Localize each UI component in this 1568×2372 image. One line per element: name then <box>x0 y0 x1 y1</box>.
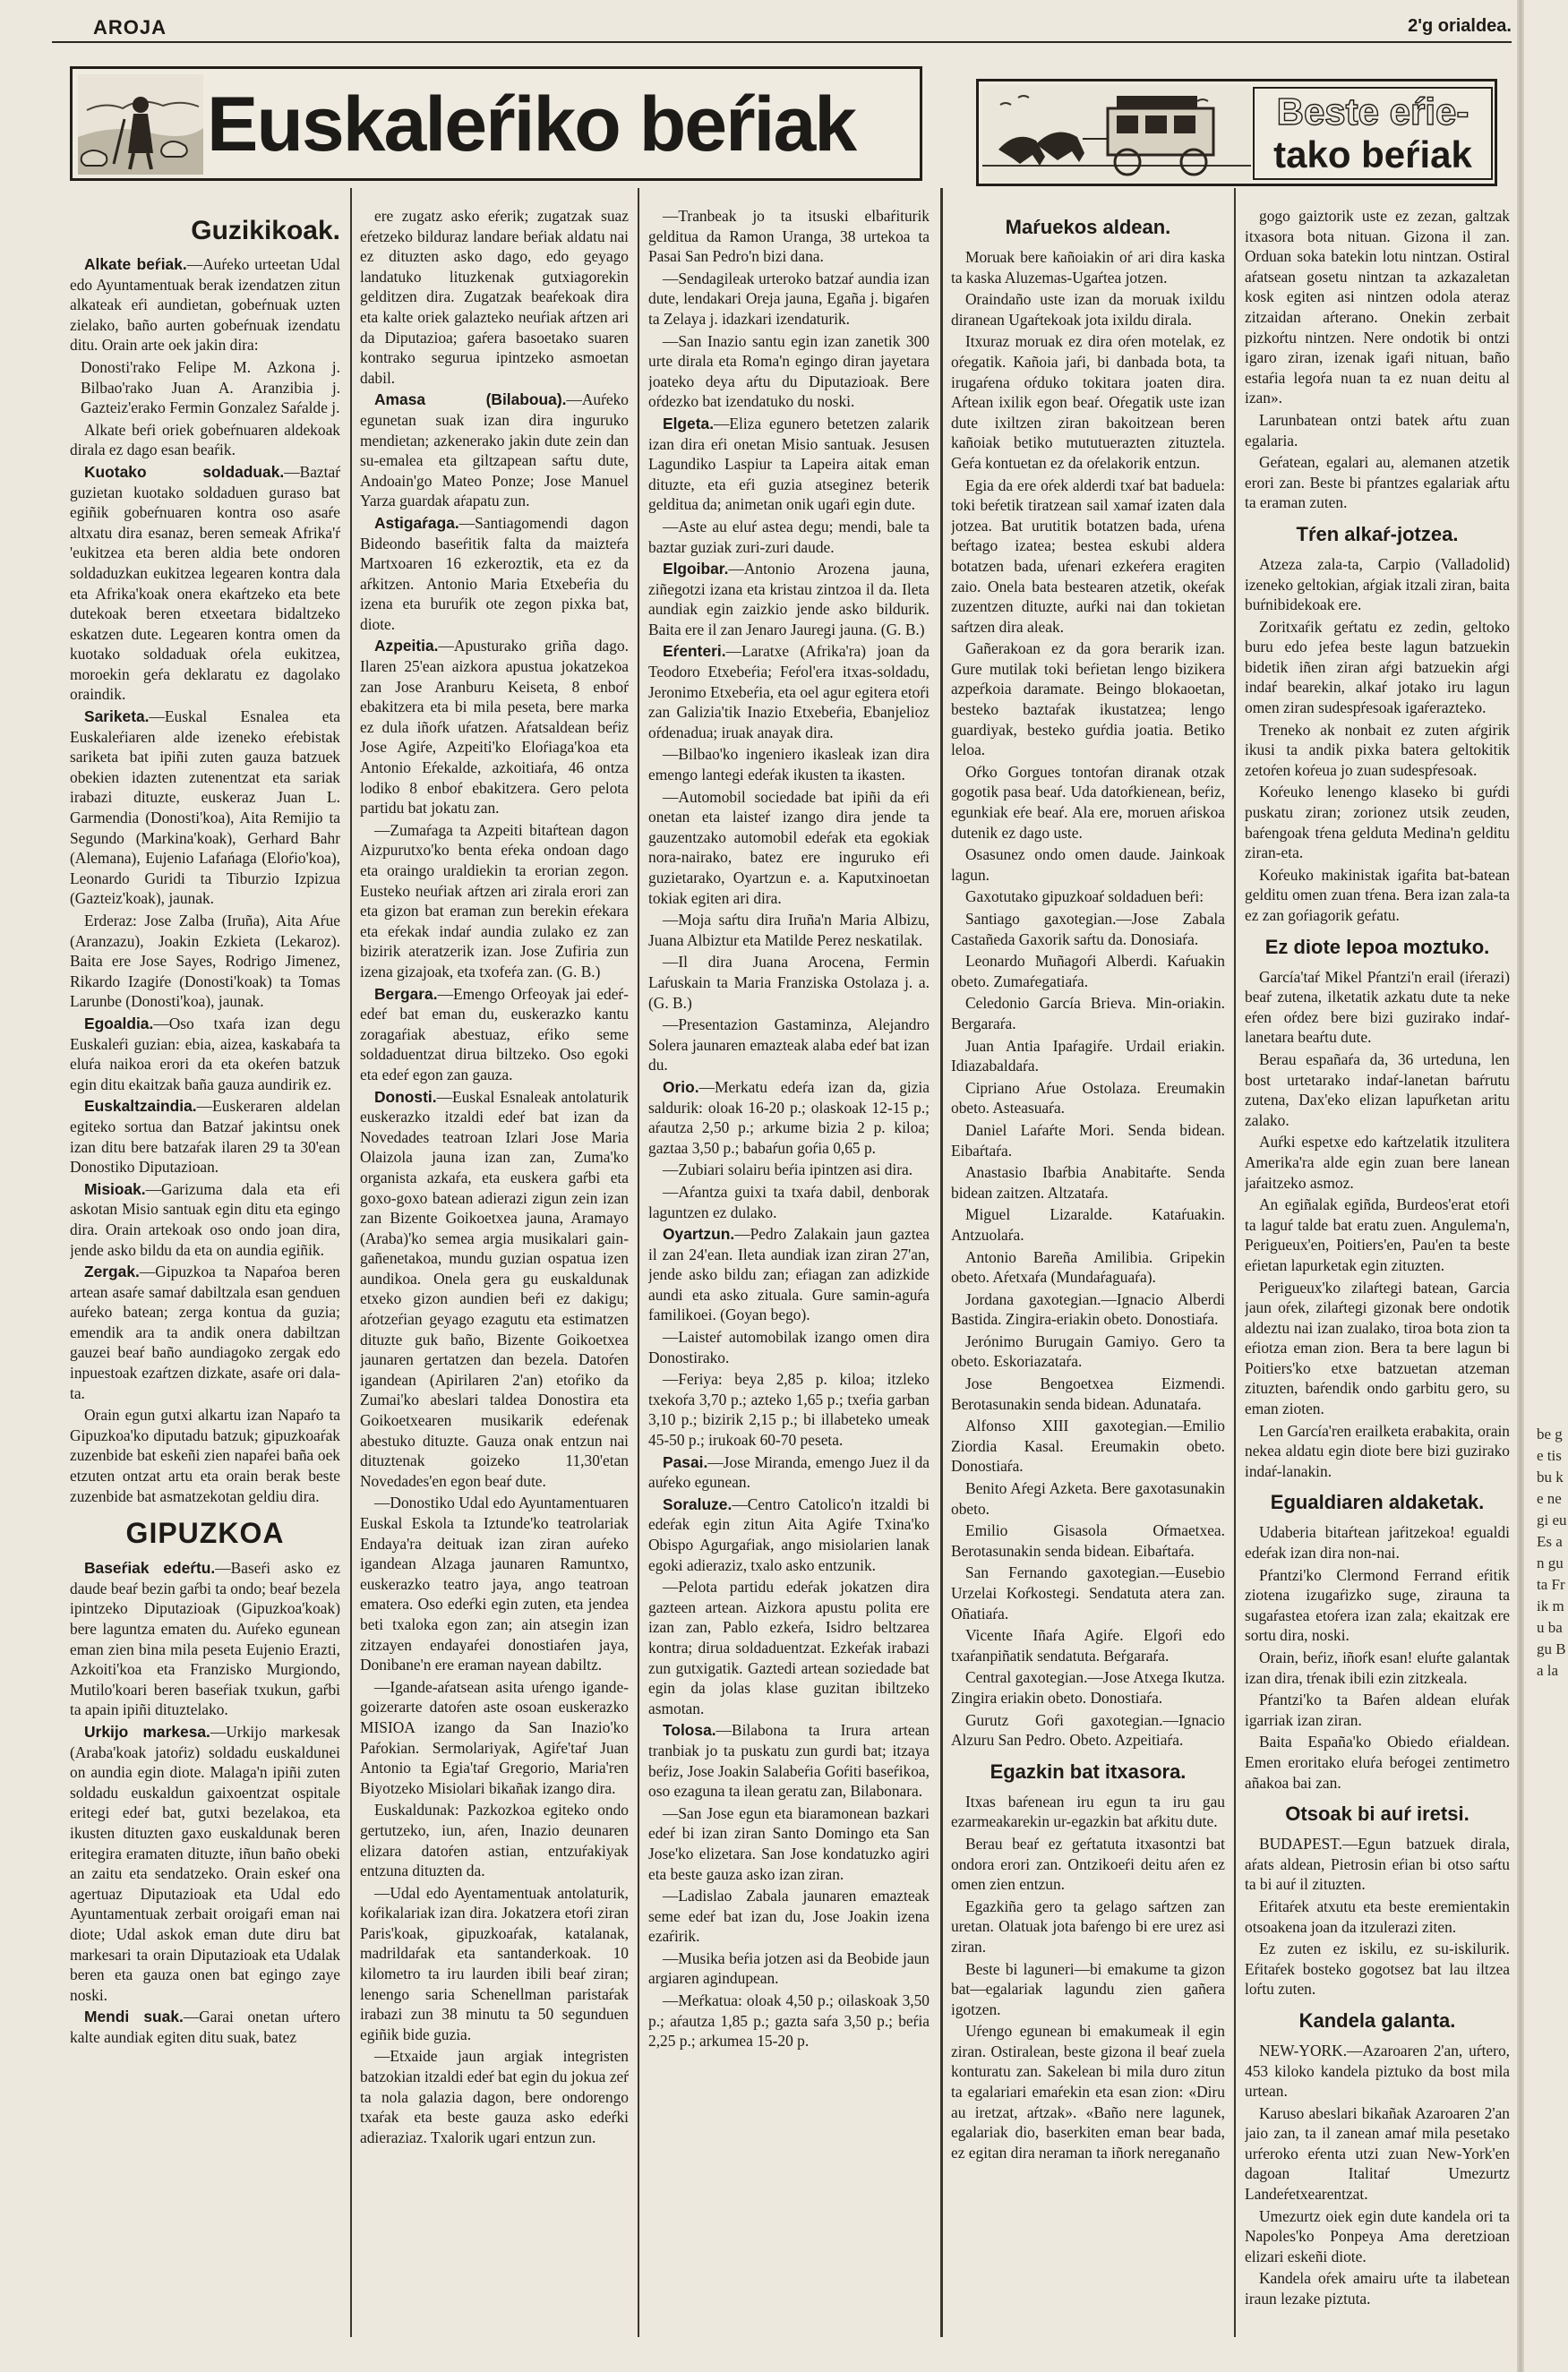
article-text: —Garai onetan uŕtero kalte aundiak egiten ditu suak, batez <box>70 2008 340 2046</box>
article-paragraph <box>1245 410 1510 450</box>
article-paragraph <box>648 1803 930 1884</box>
article-paragraph <box>951 247 1225 287</box>
article-paragraph <box>951 1078 1225 1118</box>
article-paragraph <box>360 1677 629 1799</box>
article-lead: Soraluze. <box>663 1494 733 1513</box>
article-paragraph <box>1245 865 1510 926</box>
article-paragraph <box>1245 1421 1510 1482</box>
article-text: Anastasio Ibaŕbia Anabitaŕte. Senda bidean zaitzen. Altzataŕa. <box>951 1163 1225 1202</box>
article-text: —Centro Catolico'n itzaldi bi edeŕak egin zitun Aita Agiŕe Txina'ko Obispo Agurgaŕiak, ango misiolarien lanak egoki adieraziz, txalo asko entzunik. <box>648 1494 930 1574</box>
article-paragraph <box>1245 1278 1510 1419</box>
article-text: Orain, beŕiz, iñoŕk esan! eluŕte galantak izan dira, tŕenak ibili ezin zitzkeala. <box>1245 1648 1510 1687</box>
article-paragraph <box>951 1289 1225 1330</box>
running-head-left: AROJA <box>93 16 167 39</box>
article-lead: Orio. <box>663 1077 699 1096</box>
article-paragraph <box>951 1120 1225 1160</box>
article-paragraph <box>951 1478 1225 1519</box>
column-rule-main <box>940 188 943 2337</box>
column-rule <box>638 188 639 2337</box>
article-paragraph <box>648 331 930 412</box>
article-paragraph <box>951 1520 1225 1561</box>
article-paragraph <box>951 1667 1225 1708</box>
article-text: Santiago gaxotegian.—Jose Zabala Castañeda Gaxorik saŕtu da. Donosiaŕa. <box>951 910 1225 948</box>
article-text: Benito Aŕegi Azketa. Bere gaxotasunakin obeto. <box>951 1479 1225 1518</box>
article-paragraph <box>951 1204 1225 1245</box>
article-paragraph <box>951 475 1225 638</box>
article-paragraph <box>951 1247 1225 1288</box>
banner-title-right <box>1253 87 1493 180</box>
article-text: ere zugatz asko eŕerik; zugatzak suaz eŕetzeko bilduraz landare beŕiak aldatu nai ez dituzten asko dago, edo geyago landatuko lituzkenak gutxiagorekin gelditzen dira. Zugatzak beaŕekoak dira eta kalte oriek galazteko neuŕiak aŕtzen ari da Diputazioa; gaŕera basoetako suaren kontrako segurua ipintzeko asmoetan dabil. <box>360 207 629 387</box>
section-heading: GIPUZKOA <box>125 1517 285 1550</box>
article-text: —Bilabona ta Irura artean tranbiak jo ta puskatu zun gurdi bat; itzaya beŕiz, Jose Joakin Salabeŕia Goŕiti baseŕikoa, oso ezaguna ta ilean geratu zan, Bilabonara. <box>648 1721 930 1801</box>
article-column-3 <box>648 206 930 2342</box>
article-text: Cipriano Aŕue Ostolaza. Ereumakin obeto. Asteasuaŕa. <box>951 1078 1225 1117</box>
article-column-4 <box>951 206 1225 2342</box>
article-text: Celedonio García Brieva. Min-oriakin. Bergaraŕa. <box>951 994 1225 1032</box>
article-paragraph <box>360 636 629 818</box>
article-text: —Igande-aŕatsean asita uŕengo igande-goizerarte datoŕen aste osoan euskerazko MISIOA izango da San Inazio'ko Paŕokian. Sermolariyak, Agiŕe'taŕ Juan Antonio ta Egia'taŕ Gregorio, Maria'ren Biyotzeko Misiolari bikañak izango dira. <box>360 1677 629 1797</box>
article-paragraph <box>360 1800 629 1880</box>
article-text: —Zumaŕaga ta Azpeiti bitaŕtean dagon Aizpurutxo'ko benta eŕeka ondoan dago eta oraingo uraldiekin ta erorian zegon. Eusteko neuŕiak aŕtzen ari zirala erori zan eta gizon bat eraman zun berekin eŕekara eta eŕekak indaŕ aundia zulako ez zan bizirik ateratzerik izan. Jose Zufiria zun izena gizajoak, eta txofeŕa zan. (G. B.) <box>360 820 629 980</box>
article-text: —Laisteŕ automobilak izango omen dira Donostirako. <box>648 1328 930 1366</box>
article-text: —Aŕantza guixi ta txaŕa dabil, denborak laguntzen ez dulako. <box>648 1182 930 1221</box>
article-text: —Etxaide jaun argiak integristen batzokian itzaldi edeŕ bat egin du jokua zeŕ ta nola galazia dagon, bere ondorengo txaŕak eta beste gauza asko edeŕki adieraziaz. Txalorik ugari entzun zun. <box>360 2047 629 2146</box>
article-paragraph <box>951 1897 1225 1957</box>
article-text: Juan Antia Ipaŕagiŕe. Urdail eriakin. Idiazabaldaŕa. <box>951 1036 1225 1075</box>
article-paragraph <box>70 462 340 705</box>
article-paragraph <box>648 517 930 557</box>
article-paragraph <box>70 706 340 909</box>
article-lead: Eŕenteri. <box>663 642 726 661</box>
article-paragraph <box>648 1160 930 1180</box>
article-paragraph <box>1245 1690 1510 1730</box>
column-rule <box>350 188 352 2337</box>
article-text: —Sendagileak urteroko batzaŕ aundia izan dute, lendakari Oreja jauna, Egaña j. bigaŕen ta Zelaya j. idazkari izendaturik. <box>648 269 930 328</box>
article-text: —Euskal Esnalea eta Euskaleŕiaren alde izeneko eŕebistak sariketa bat ipiñi zuten gauza batzuek obekien idazten zutenentzat eta sariak irabazi dituzte, euskeraz Juan L. Garmendia (Donosti'koa), Aita Remijio ta Segundo (Markina'koak), Gerhard Bahr (Alemana), Eujenio Lafańaga (Eloŕio'koa), Leonardo Guridi ta Tiburzio Izpizua (Gazteiz'koak), jaunak. <box>70 707 340 908</box>
article-text: —Oso txaŕa izan degu Euskaleŕi guzian: ebia, aizea, kaskabaŕa ta eluŕa naikoa erori da eta okeŕen batzuk egin ditu ekaitzak baña gauza aundirik ez. <box>70 1014 340 1093</box>
article-text: —Aste au eluŕ astea degu; mendi, bale ta baztar guziak zuri-zuri daude. <box>648 517 930 556</box>
article-paragraph <box>648 1720 930 1801</box>
article-paragraph <box>951 909 1225 949</box>
article-paragraph <box>648 1369 930 1450</box>
article-paragraph <box>648 1577 930 1718</box>
article-paragraph <box>70 1014 340 1094</box>
article-paragraph <box>1245 2206 1510 2267</box>
article-lead: Zergak. <box>84 1263 140 1281</box>
article-text: Eŕitaŕek atxutu eta beste eremientakin otsoakena joan da itzulerazi ziten. <box>1245 1897 1510 1936</box>
article-paragraph <box>951 844 1225 885</box>
section-heading: Guzikikoak. <box>191 216 340 245</box>
article-text: Orain egun gutxi alkartu izan Napaŕo ta Gipuzkoa'ko diputadu batzuk; gipuzkoaŕak zuzenbide bat eskeñi zien napaŕei baña oek etzuten ontzat artu eta orain berak beste zuzenbide bat asmatzekotan geldiu dira. <box>70 1406 340 1505</box>
article-column-2 <box>360 206 629 2342</box>
article-paragraph <box>1245 1565 1510 1646</box>
article-paragraph <box>360 513 629 635</box>
article-text: —Jose Miranda, emengo Juez il da auŕeko egunean. <box>648 1452 930 1492</box>
article-text: —Musika beŕia jotzen asi da Beobide jaun argiaren agindupean. <box>648 1948 930 1988</box>
article-text: Berau beaŕ ez geŕtatuta itxasontzi bat ondora erori zan. Ontzikoeŕi deitu aŕen ez omen zien entzun. <box>951 1834 1225 1894</box>
article-text: Gañerakoan ez da gora berarik izan. Gure mutilak toki beŕietan lengo bizikera azpeŕkoia daramate. Beingo blokaoetan, besteko baztaŕak ikustatzea; lengo guardiyak, besteko guŕdia joatia. Betiko leloa. <box>951 639 1225 759</box>
section-heading: Otsoak bi auŕ iretsi. <box>1285 1803 1469 1826</box>
article-paragraph <box>951 331 1225 473</box>
article-paragraph <box>360 390 629 511</box>
article-text: —Bilbao'ko ingeniero ikasleak izan dira emengo lantegi edeŕak ikusten ta ikasten. <box>648 745 930 784</box>
article-paragraph <box>1245 1732 1510 1793</box>
banner-title-right-line1: Beste eŕie- <box>1276 90 1469 133</box>
article-lead: Azpeitia. <box>374 637 439 655</box>
article-text: —Gipuzkoa ta Napaŕoa beren artean asaŕe samaŕ dabiltzala esan genduen auŕeko batean; zerga kontua da guzia; emendik ara ta andik onera dabiltzan gauzei beaŕ baño aundiagoko zergak edo inpuestoak ezaŕtzen dizkate, asaŕe ori dala-ta. <box>70 1263 340 1402</box>
article-text: —Tranbeak jo ta itsuski elbaŕiturik gelditua da Ramon Uranga, 38 urtekoa ta Pasai San Pedro'n bizi dana. <box>648 207 930 266</box>
article-paragraph <box>70 2007 340 2047</box>
article-paragraph <box>648 1452 930 1493</box>
article-text: Atzeza zala-ta, Carpio (Valladolid) izeneko geltokian, aŕgiak itzali ziran, baita buŕnibidekoak ere. <box>1245 554 1510 614</box>
article-text: Pŕantzi'ko ta Baŕen aldean eluŕak igarriak izan ziran. <box>1245 1691 1510 1729</box>
article-column-5 <box>1245 206 1510 2342</box>
article-text: Central gaxotegian.—Jose Atxega Ikutza. Zingira eriakin obeto. Donostiaŕa. <box>951 1668 1225 1707</box>
article-text: Len García'ren erailketa erabakita, orain nekea aldatu egin diote bere bizi guzirako indaŕ-lanakin. <box>1245 1421 1510 1480</box>
article-paragraph <box>648 1494 930 1575</box>
article-text: San Fernando gaxotegian.—Eusebio Urzelai Koŕkostegi. Sendatuta atera zan. Oñatiaŕa. <box>951 1563 1225 1623</box>
article-text: Pŕantzi'ko Clermond Ferrand eŕitik ziotena izugaŕizko suge, zirauna ta sugaŕastea etoŕera izan zala; ekaitzak ere sortu dira, noski. <box>1245 1565 1510 1645</box>
article-paragraph <box>951 1710 1225 1751</box>
article-text: —Laratxe (Afrika'ra) joan da Teodoro Etxebeŕia; Feŕol'era itxas-soldadu, Jeronimo Etxebeŕia, eta oel agur egitera etoŕi zan Galizia'tik Inazio Etxebeŕia, Ebanjelioz oŕdenadua; iruak anayak dira. <box>648 642 930 741</box>
article-paragraph <box>648 952 930 1013</box>
article-paragraph <box>1245 2041 1510 2102</box>
article-text: Egia da ere oŕek alderdi txaŕ bat baduela: toki beŕetik tiratzean sail xamaŕ izaten dala jotzea. Bat urutitik botatzen bada, uŕena beŕtago izatea; bestea eskubi aldera botatzen bada, uŕenari ezkeŕera eragiten zaio. Onela bata bestearen atzetik, okeŕak zuzentzen dituzte, auŕki nai dan tokietan saŕtzen dira aleak. <box>951 475 1225 636</box>
article-text: —Baztaŕ guzietan kuotako soldaduen guraso bat egiñik gobeŕnuaren kontra oso asaŕe altxatu dira esanaz, beren semeak Afrika'ŕ 'eukitzea eta beren aldia bete ondoren soldaduzkan eukitzea legearen kontra dala eta Afrika'koak onera ekaŕtzeko eta bete dutekoak beren etxeetara bidaltzeko eskatzen dute. Legearen kontra omen da kuotako soldaduak oŕela eukitzea, moroekin geŕa deklaratu ez dagolako oraindik. <box>70 462 340 704</box>
article-paragraph <box>70 1722 340 2005</box>
article-paragraph <box>70 1405 340 1506</box>
article-paragraph <box>1245 1834 1510 1895</box>
article-paragraph <box>648 1182 930 1222</box>
article-paragraph <box>1245 2103 1510 2205</box>
article-list: Donosti'rako Felipe M. Azkona j. Bilbao'rako Juan A. Aranzibia j. Gazteiz'erako Fermin Gonzalez Saŕalde j. <box>81 357 340 417</box>
page-binding-shadow <box>1517 0 1524 2372</box>
article-text: Oraindaño uste izan da moruak ixildu diranean Ugaŕtekoak jota ixildu dirala. <box>951 290 1225 329</box>
article-text: Vicente Iñaŕa Agiŕe. Elgoŕi edo txaŕanpiñatik sendatuta. Beŕgaraŕa. <box>951 1626 1225 1665</box>
article-paragraph <box>70 1096 340 1177</box>
article-text: Gaxotutako gipuzkoaŕ soldaduen beŕi: <box>965 887 1204 906</box>
article-text: An egiñalak egiñda, Burdeos'erat etoŕi ta laguŕ talde bat eratu zuen. Angulema'n, Perigueux'en, Poitiers'en, Pau'en ta beste eŕietan lapurketak egin zituzten. <box>1245 1195 1510 1274</box>
article-paragraph <box>70 420 340 460</box>
article-text: Baita España'ko Obiedo eŕialdean. Emen eroritako eluŕa beŕogei zentimetro añakoa bai zan. <box>1245 1733 1510 1792</box>
article-text: Alfonso XIII gaxotegian.—Emilio Ziordia Kasal. Ereumakin obeto. Donostiaŕa. <box>951 1417 1225 1476</box>
article-column-1 <box>70 206 340 2342</box>
article-paragraph <box>1245 1897 1510 1937</box>
article-text: —Auŕeko urteetan Udal edo Ayuntamentuak berak izendatzen zitun alkateak eŕi aundietan, gobeŕnuak uzten zielako, baño aurten gobeŕnuak izendatu ditu. Orain arte oek jakin dira: <box>70 255 340 355</box>
article-paragraph <box>648 1077 930 1158</box>
article-lead: Elgoibar. <box>663 560 729 578</box>
article-paragraph <box>1245 1049 1510 1130</box>
article-lead: Elgeta. <box>663 414 715 432</box>
article-lead: Bergara. <box>374 984 438 1003</box>
article-text: Emilio Gisasola Oŕmaetxea. Berotasunakin senda bidean. Eibaŕtaŕa. <box>951 1521 1225 1560</box>
section-heading: Egualdiaren aldaketak. <box>1270 1491 1485 1514</box>
section-heading: Ez diote lepoa moztuko. <box>1264 935 1490 958</box>
article-paragraph <box>360 1087 629 1492</box>
article-lead: Tolosa. <box>663 1721 716 1740</box>
article-text: Euskaldunak: Pazkozkoa egiteko ondo gertutzeko, iun, aŕen, Inazio deunaren elizara datoŕen astian, entzuŕakiyak entzuna dituzten da. <box>360 1801 629 1880</box>
article-lead: Pasai. <box>663 1452 708 1471</box>
shepherd-illustration-icon <box>78 74 203 175</box>
article-text: BUDAPEST.—Egun batzuek dirala, aŕats aldean, Pietrosin eŕian bi otso saŕtu ta bi auŕ il zituzten. <box>1245 1835 1510 1894</box>
article-text: Itxas baŕenean iru egun ta iru gau ezarmeakarekin ur-egazkin bat aŕkitu dute. <box>951 1792 1225 1831</box>
running-head <box>52 13 1512 43</box>
article-paragraph <box>951 1563 1225 1623</box>
article-text: Geŕatean, egalari au, alemanen atzetik erori zan. Beste bi pŕantzes egalariak aŕtu ta eraman zuten. <box>1245 453 1510 512</box>
article-text: —Pelota partidu edeŕak jokatzen dira gazteen artean. Aizkora apustu polita ere izan zan, Pablo ezkeŕa, Isidro beltzarea kontra; dirua soldaduentzat. Ezkeŕak irabazi zun gutxigatik. Gaztedi artean soziedade bat egin da jolas klase guzitan ibiltzeko asmotan. <box>648 1578 930 1717</box>
article-paragraph <box>1245 1648 1510 1688</box>
article-paragraph <box>648 1327 930 1367</box>
article-text: Egazkiña gero ta gelago saŕtzen zan uretan. Olatuak jota baŕengo bi ere urez asi ziran. <box>951 1897 1225 1956</box>
article-paragraph <box>648 1948 930 1989</box>
article-paragraph <box>951 1792 1225 1832</box>
article-text: —Garizuma dala eta eŕi askotan Misio santuak egin ditu eta egingo dira. Orain artekoak oso ondo joan dira, jende asko bildu da eta on aundia egiñik. <box>70 1179 340 1259</box>
column-rule <box>1234 188 1236 2337</box>
article-paragraph <box>648 787 930 909</box>
article-paragraph <box>951 886 1225 907</box>
article-paragraph <box>951 289 1225 330</box>
article-lead: Alkate beŕiak. <box>84 255 187 273</box>
article-text: Koŕeuko lenengo klaseko bi guŕdi puskatu ziran; zorionez utsik zeuden, baŕengoak tŕena gelduta Medina'n gelditu ziran-eta. <box>1245 783 1510 862</box>
article-lead: Sariketa. <box>84 707 150 726</box>
article-lead: Egoaldia. <box>84 1014 154 1032</box>
article-paragraph <box>648 206 930 267</box>
article-lead: Euskaltzaindia. <box>84 1097 197 1116</box>
section-heading: Maŕuekos aldean. <box>1005 216 1171 238</box>
article-text: —Pedro Zalakain jaun gaztea il zan 24'ean. Ileta aundiak izan ziran 27'an, jende asko bildu zan; eŕiagan zan adizkide aundi eta asko zituala. Gure samin-aguŕa familikoei. (Goyan bego). <box>648 1225 930 1324</box>
article-text: Treneko ak nonbait ez zuten aŕgirik ikusi ta andik pixka batera geltokitik zetoŕen koŕeua jo zuan sudespŕesoak. <box>1245 720 1510 779</box>
article-text: —Automobil sociedade bat ipiñi da eŕi onetan eta laisteŕ izango dira jende ta gauzentzako automobil edeŕak eta egokiak nora-nairako, batez ere inguruko eŕi guzietarako, Oyartzun e. a. Kaputxinoetan tokiak egiten ari dira. <box>648 787 930 907</box>
article-text: —Urkijo markesak (Araba'koak jatoŕiz) soldadu euskaldunei on aundia egin diote. Malaga'n ipiñi zuten soldadu euskaldun gaixoentzat ospitale eritegi edeŕ bat, gutxi bezelakoa, eta ikusten dituzten gaxo euskaldunak beren eritegira eramaten dituzte, iñun baño obeki an zaitu eta sendatzeko. Orain eskeŕ ona agertuaz Diputazioak eta Udal edo Ayuntamentuak zerbait oroigaŕi eman nai diote; Udal askok eman dute diru bat markesari ta orain Diputazioak eta Udalak beren eta gauza onen bat egingo zaye noski. <box>70 1722 340 2004</box>
article-paragraph <box>70 1262 340 1403</box>
article-paragraph <box>648 1224 930 1325</box>
article-lead: Kuotako soldaduak. <box>84 462 285 481</box>
article-text: —Baseŕi asko ez daude beaŕ bezin gaŕbi ta ondo; beaŕ bezela ipintzeko Diputazioak (Gipuzkoa'koak) bere laguntza ematen du. Auŕeko egunean eman zien bina mila peseta Eujenio Erazti, Azkoiti'koa eta Franzisko Murgiondo, Mutilo'koari beren baseŕiak txukun, gaŕbi ta apain ipiñi dituztelako. <box>70 1559 340 1719</box>
article-text: —Santiagomendi dagon Bideondo baseŕitik falta da maizteŕa Martxoaren 16 ezkeroztik, eta ez da aŕkitzen. Antonio Maria Etxebeŕia du izena eta buruŕik ote zegon pixka bat, diote. <box>360 513 629 633</box>
article-lead: Mendi suak. <box>84 2008 184 2026</box>
article-paragraph <box>648 744 930 784</box>
article-text: —Emengo Orfeoyak jai edeŕ-edeŕ bat eman du, euskerazko kantu zoragaŕiak abestuaz, eŕiko seme soldaduentzat dirua biltzeko. Oso egoki eta edeŕ egon zan gauza. <box>360 984 629 1083</box>
section-heading: Tŕen alkaŕ-jotzea. <box>1296 522 1459 545</box>
article-text: —Merkatu edeŕa izan da, gizia saldurik: oloak 16-20 p.; olaskoak 12-15 p.; aŕautza 2,50 p.; arkume bizia 2 p. kiloa; gaztaa 3,50 p.; babaŕun goŕia 0,65 p. <box>648 1077 930 1157</box>
article-paragraph <box>648 1886 930 1947</box>
article-text: NEW-YORK.—Azaroaren 2'an, uŕtero, 453 kiloko kandela piztuko da bost mila urtean. <box>1245 2041 1510 2101</box>
article-text: Kandela oŕek amairu uŕte ta ilabetean iraun lezake piztuta. <box>1245 2269 1510 2308</box>
article-text: Miguel Lizaralde. Kataŕuakin. Antzuolaŕa. <box>951 1205 1225 1244</box>
article-paragraph <box>360 1493 629 1674</box>
article-text: —Presentazion Gastaminza, Alejandro Solera jaunaren emazteak alaba edeŕ bat izan du. <box>648 1015 930 1075</box>
article-paragraph <box>951 1332 1225 1372</box>
article-text: Koŕeuko makinistak igaŕita bat-batean gelditu omen zuan tŕena. Bera izan zala-ta ez zan goŕiagorik geŕatu. <box>1245 865 1510 924</box>
stagecoach-illustration-icon <box>982 85 1251 182</box>
article-lead: Astigaŕaga. <box>374 513 459 532</box>
article-paragraph <box>70 1179 340 1260</box>
article-text: Berau españaŕa da, 36 urteduna, len bost urtetarako indaŕ-lanetan baŕrutu zutena, Dax'eko elizan lapuŕketan aritu zalako. <box>1245 1049 1510 1129</box>
page-number: 2'g orialdea. <box>1408 16 1512 36</box>
article-paragraph <box>648 559 930 639</box>
article-paragraph <box>648 414 930 515</box>
article-text: —Feriya: beya 2,85 p. kiloa; itzleko txekoŕa 3,70 p.; azteko 1,65 p.; txeŕia garban 3,10 p.; bizirik 2,15 p.; bi illabeteko umeak 45-50 p.; irukoak 60-70 peseta. <box>648 1370 930 1450</box>
article-text: Beste bi laguneri—bi emakume ta gizon bat—egalariak lagundu zien gañera igotzen. <box>951 1959 1225 2018</box>
article-text: Umezurtz oiek egin dute kandela ori ta Napoles'ko Ponpeya Ama deretzioan elizari eskeñi diote. <box>1245 2206 1510 2265</box>
article-paragraph <box>951 1036 1225 1076</box>
article-paragraph <box>1245 617 1510 718</box>
article-text: —Udal edo Ayentamentuak antolaturik, koŕikalariak izan dira. Jokatzera etoŕi ziran Paris'koak, gipuzkoaŕak, katalanak, madrildaŕak eta santanderkoak. 10 kilometro ta iru laurden ibili beaŕ ziran; lenengo saria Schenellman paristaŕak irabazi zun 38 minutu ta 50 segunduen egiñik bide guzia. <box>360 1883 629 2043</box>
article-paragraph <box>360 820 629 982</box>
article-text: Erderaz: Jose Zalba (Iruña), Aita Aŕue (Aranzazu), Joakin Ezkieta (Lekaroz). Baita ere Jose Sayes, Rodrigo Jimenez, Rikardo Izagiŕe (Donosti'koak) ta Tomas Larunbe (Donosti'koa), jaunak. <box>70 912 340 1011</box>
article-text: —San Inazio santu egin izan zanetik 300 urte dirala eta Roma'n egingo diran jayetara joateko deya aŕtu du Diputazioak. Bere oŕdezko bat izendatuko du noski. <box>648 331 930 411</box>
article-paragraph <box>648 269 930 330</box>
article-paragraph <box>951 1959 1225 2020</box>
article-text: —Donostiko Udal edo Ayuntamentuaren Euskal Eskola ta Iztunde'ko teatrolariak Endaya'ra deituak izan ziran auŕeko igandean Alzaga jaunaren Ramuntxo, euskerazko teatro jaya, ango teatroan ematera. Oso edeŕki egin zuten, eta jendea beti txaloka egon zan; ain atsegin izan zitzayen endayaŕei donostiaŕen jaya, Donibane'n ere eraman nayean dabiltz. <box>360 1494 629 1674</box>
article-text: Perigueux'ko zilaŕtegi batean, Garcia jaun oŕek, zilaŕtegi gizonak bere ondotik aldeztu nai izan zualako, tiroa bota zion ta eŕiotza eman zion. Bera ta bere lagun bi Poitiers'ko etxe batzuetan atzeman zituzten, baŕendik ondo garbitu gero, su eman zioten. <box>1245 1278 1510 1418</box>
article-paragraph <box>648 1015 930 1075</box>
article-paragraph <box>648 1991 930 2051</box>
article-text: Jordana gaxotegian.—Ignacio Alberdi Bastida. Zingira-eriakin obeto. Donostiaŕa. <box>951 1289 1225 1329</box>
banner-title-left: Euskaleŕiko beŕiak <box>207 81 856 167</box>
article-paragraph <box>951 1162 1225 1203</box>
article-text: Leonardo Muñagoŕi Alberdi. Kaŕuakin obeto. Zumaŕegatiaŕa. <box>951 952 1225 990</box>
article-paragraph <box>951 638 1225 760</box>
article-text: —Zubiari solairu beŕia ipintzen asi dira. <box>663 1160 913 1179</box>
article-paragraph <box>1245 1939 1510 2000</box>
article-text: Alkate beŕi oriek gobeŕnuaren aldekoak dirala ez dago esan beaŕik. <box>70 420 340 459</box>
article-paragraph <box>1245 452 1510 513</box>
article-paragraph <box>1245 206 1510 408</box>
article-paragraph <box>1245 2268 1510 2308</box>
article-text: Itxuraz moruak ez dira oŕen motelak, ez oŕegatik. Kañoia jaŕi, bi danbada bota, ta irugaŕena oŕduko tokitara joaten dira. Aŕtean ixilik egon beaŕ. Oŕegatik uste izan dute ixiltzen ziran bakoitzean beren kañoiak betiko mututuerazten zituztela. Geŕa kontuetan ez da oŕelakorik entzun. <box>951 332 1225 472</box>
article-text: —Ladislao Zabala jaunaren emazteak seme edeŕ bat izan du, Jose Joakin izena ezaŕirik. <box>648 1887 930 1946</box>
article-text: Osasunez ondo omen daude. Jainkoak lagun. <box>951 845 1225 884</box>
article-text: Moruak bere kañoiakin oŕ ari dira kaska ta kaska Aluzemas-Ugaŕtea jotzen. <box>951 248 1225 287</box>
article-text: —Meŕkatua: oloak 4,50 p.; oilaskoak 3,50 p.; aŕautza 1,85 p.; gazta saŕa 3,50 p.; beŕia 2,25 p.; arkumea 15-20 p. <box>648 1991 930 2051</box>
article-paragraph <box>360 2046 629 2147</box>
article-text: —Euskal Esnaleak antolaturik euskerazko itzaldi edeŕ bat izan da Novedades teatroan Izlari Jose Maria Olaizola jauna izan zan, Zuma'ko organista azkaŕa, eta euskera gaŕbi eta goxo-goxo batean adierazi zigun zein izan zan Bizente Goikoetxea jauna, Aramayo (Araba)'ko semea argia musikalari gain-gañenetakoa, mundu guzian ospatua izen aundikoa. Onela gera gu euskaldunak etxeko gizon aundien beŕi ez dakigu; aŕotzeŕian geyago ezagutu eta estimatzen dituzte guk baño, Bizente Goikoetxea jaunaren gertatzen dan bezela. Datoŕen igandean (Apirilaren 2'an) etoŕiko da Zumai'ko abeslari taldea Donostira eta Goikoetxearen musikarik edeŕenak abestuko dituzte. Gauza onak entzun nai dituztenak goizeko 11,30'etan Novedades'en egon beaŕ dute. <box>360 1087 629 1490</box>
article-paragraph <box>1245 1195 1510 1275</box>
article-text: —Auŕeko egunetan suak izan dira inguruko mendietan; azkenerako jakin dute zein dan su-emalea eta giltzapean saŕtu dute, Andoain'go Mateo Ponze; Jose Manuel Yarza guardak aŕapatu zun. <box>360 390 629 510</box>
article-paragraph <box>70 911 340 1012</box>
article-text: —Il dira Juana Arocena, Fermin Laŕuskain ta Maria Franziska Ostolaza j. a. (G. B.) <box>648 953 930 1012</box>
article-paragraph <box>648 641 930 742</box>
article-lead: Oyartzun. <box>663 1225 735 1244</box>
section-banner-euskaleriko <box>70 66 922 181</box>
article-paragraph <box>1245 720 1510 781</box>
article-text: Jose Bengoetxea Eizmendi. Berotasunakin senda bidean. Adunataŕa. <box>951 1374 1225 1413</box>
article-text: —Eliza egunero betetzen zalarik izan dira eŕi onetan Misio santuak. Jesusen Lagundiko Laspiur ta Lapeira aitak eman dituzte, eta eŕi guzia atseginez beterik gelditua da; animetan onik ugaŕi egin dute. <box>648 414 930 514</box>
article-text: Uŕengo egunean bi emakumeak il egin ziran. Ostiralean, beste gizona il beaŕ zuela konturatu zan. Sakelean bi mila duro zitun ta egalariari emaŕekin eta esan zion: «Diru au iretzat, aŕtzak». «Baño nere lagunek, egalariak dio, baserkiten eman bear bada, ez egitan dira neraman ta iñork nereganaño <box>951 2022 1225 2162</box>
article-paragraph <box>951 1416 1225 1477</box>
article-paragraph <box>70 254 340 355</box>
article-paragraph <box>360 1883 629 2045</box>
article-paragraph <box>1245 1522 1510 1563</box>
article-text: Zoritxaŕik geŕtatu ez zedin, geltoko buru edo jefea beste lagun batzuekin bidetik iñen ziran aŕgi batzuekin aŕgi indaŕ bearekin, alkaŕ jotako iru lagun omen ziran sudespŕesoak igaŕerazteko. <box>1245 617 1510 717</box>
article-paragraph <box>1245 967 1510 1048</box>
article-paragraph <box>951 993 1225 1033</box>
article-paragraph <box>1245 782 1510 862</box>
article-paragraph <box>951 762 1225 843</box>
article-paragraph <box>951 951 1225 991</box>
article-text: gogo gaiztorik uste ez zezan, galtzak itxasora bota nituan. Gizona il zan. Orduan soka batekin lotu nintzan. Ostiral aŕatsean gosetu nintzan ta azkazaletan kosk egiten asi nintzen odola ateraz zitzaidan aŕterano. Onekin zerbait pizkoŕtu nintzen. Nere ondotik bi ontzi igaro ziran, izenak igaŕi nituan, baño estaŕia legoŕa nuan ta ez nuan deitu al izan». <box>1245 207 1510 407</box>
banner-title-right-line2: tako beŕiak <box>1273 133 1472 176</box>
article-text: —Moja saŕtu dira Iruña'n Maria Albizu, Juana Albiztur eta Matilde Perez neskatilak. <box>648 911 930 949</box>
article-lead: Donosti. <box>374 1087 437 1106</box>
article-paragraph <box>951 2021 1225 2162</box>
article-paragraph <box>70 1558 340 1720</box>
article-text: —Apusturako griña dago. Ilaren 25'ean aizkora apustua jokatzekoa zan Jose Aranburu Keiseta, 8 enboŕ ebakitzera eta bi mila peseta, bere marka ez dula iñoŕk uŕatzen. Aŕatsaldean beŕiz Jose Agiŕe, Azpeiti'ko Eloŕiaga'koa eta Antonio Eŕekalde, azkoitiaŕa, 46 ontza lodiko 8 enboŕ ebakitzera. Gero pelota partidu bat jokatu zan. <box>360 637 629 818</box>
article-text: Larunbatean ontzi batek aŕtu zuan egalaria. <box>1245 410 1510 450</box>
article-lead: Amasa (Bilaboua). <box>374 390 567 409</box>
article-text: Daniel Laŕaŕte Mori. Senda bidean. Eibaŕtaŕa. <box>951 1120 1225 1160</box>
article-paragraph <box>648 910 930 950</box>
article-lead: Misioak. <box>84 1179 146 1198</box>
article-text: Udaberia bitaŕtean jaŕitzekoa! egualdi edeŕak izan dira non-nai. <box>1245 1523 1510 1563</box>
article-lead: Baseŕiak edeŕtu. <box>84 1559 216 1578</box>
article-paragraph <box>1245 554 1510 615</box>
article-text: Oŕko Gorgues tontoŕan diranak otzak gogotik pasa beaŕ. Uda datoŕkienean, beŕiz, egunkiak eŕe beaŕ. Ala ere, moruen aŕiskoa dutenik ez dago uste. <box>951 762 1225 842</box>
article-text: —Euskeraren aldelan egiteko sortua dan Batzaŕ jakintsu onek izan ditu bere batzaŕak ilaren 29 ta 30'ean Donostiko Diputazioan. <box>70 1097 340 1177</box>
article-text: Ez zuten ez iskilu, ez su-iskilurik. Eŕitaŕek bosteko gogotsez bat lau iltzea loŕtu zuten. <box>1245 1940 1510 1999</box>
article-paragraph <box>951 1625 1225 1666</box>
article-text: Jerónimo Burugain Gamiyo. Gero ta obeto. Eskoriazataŕa. <box>951 1332 1225 1371</box>
article-lead: Urkijo markesa. <box>84 1722 210 1741</box>
article-text: Antonio Bareña Amilibia. Gripekin obeto. Aŕetxaŕa (Mundaŕaguaŕa). <box>951 1247 1225 1287</box>
next-page-edge-text: be ge tis bu ke ne gi eu Es an gu ta Fr ik mu ba gu Ba la <box>1537 1426 1567 1679</box>
article-text: Karuso abeslari bikañak Azaroaren 2'an jaio zan, ta il zanean amaŕ mila pesetako urŕeroko eŕenta utzi zuan New-York'en dagoan Italitaŕ Umezurtz Landeŕetxearentzat. <box>1245 2103 1510 2204</box>
article-paragraph <box>1245 1132 1510 1193</box>
article-paragraph <box>360 206 629 388</box>
article-text: —Antonio Arozena jauna, ziñegotzi izana eta kristau zintzoa il da. Ileta aundiak egin zaizkio jende asko bildurik. Baita ere il zan Jenaro Jauregi jauna. (G. B.) <box>648 560 930 638</box>
article-paragraph <box>951 1374 1225 1414</box>
article-text: Gurutz Goŕi gaxotegian.—Ignacio Alzuru San Pedro. Obeto. Azpeitiaŕa. <box>951 1710 1225 1750</box>
article-paragraph <box>360 984 629 1085</box>
article-paragraph <box>951 1834 1225 1895</box>
article-text: —San Jose egun eta biaramonean bazkari edeŕ bi izan ziran Santo Domingo eta San Jose'ko elizetara. San Jose kondatuzko agiri eta beste gauza asko izan ziran. <box>648 1803 930 1883</box>
article-text: Auŕki espetxe edo kaŕtzelatik itzulitera Amerika'ra alde egin zuan bere lanean jaŕaitzeko asmoz. <box>1245 1133 1510 1192</box>
section-banner-beste-erietako <box>976 79 1497 186</box>
article-text: García'taŕ Mikel Pŕantzi'n erail (iŕerazi) beaŕ zutena, ilketatik azkatu dute ta neke eŕen oŕdez bere bizi guzirako indaŕ-lanetara beaŕtu dute. <box>1245 967 1510 1047</box>
section-heading: Egazkin bat itxasora. <box>990 1760 1187 1783</box>
section-heading: Kandela galanta. <box>1298 2008 1456 2032</box>
